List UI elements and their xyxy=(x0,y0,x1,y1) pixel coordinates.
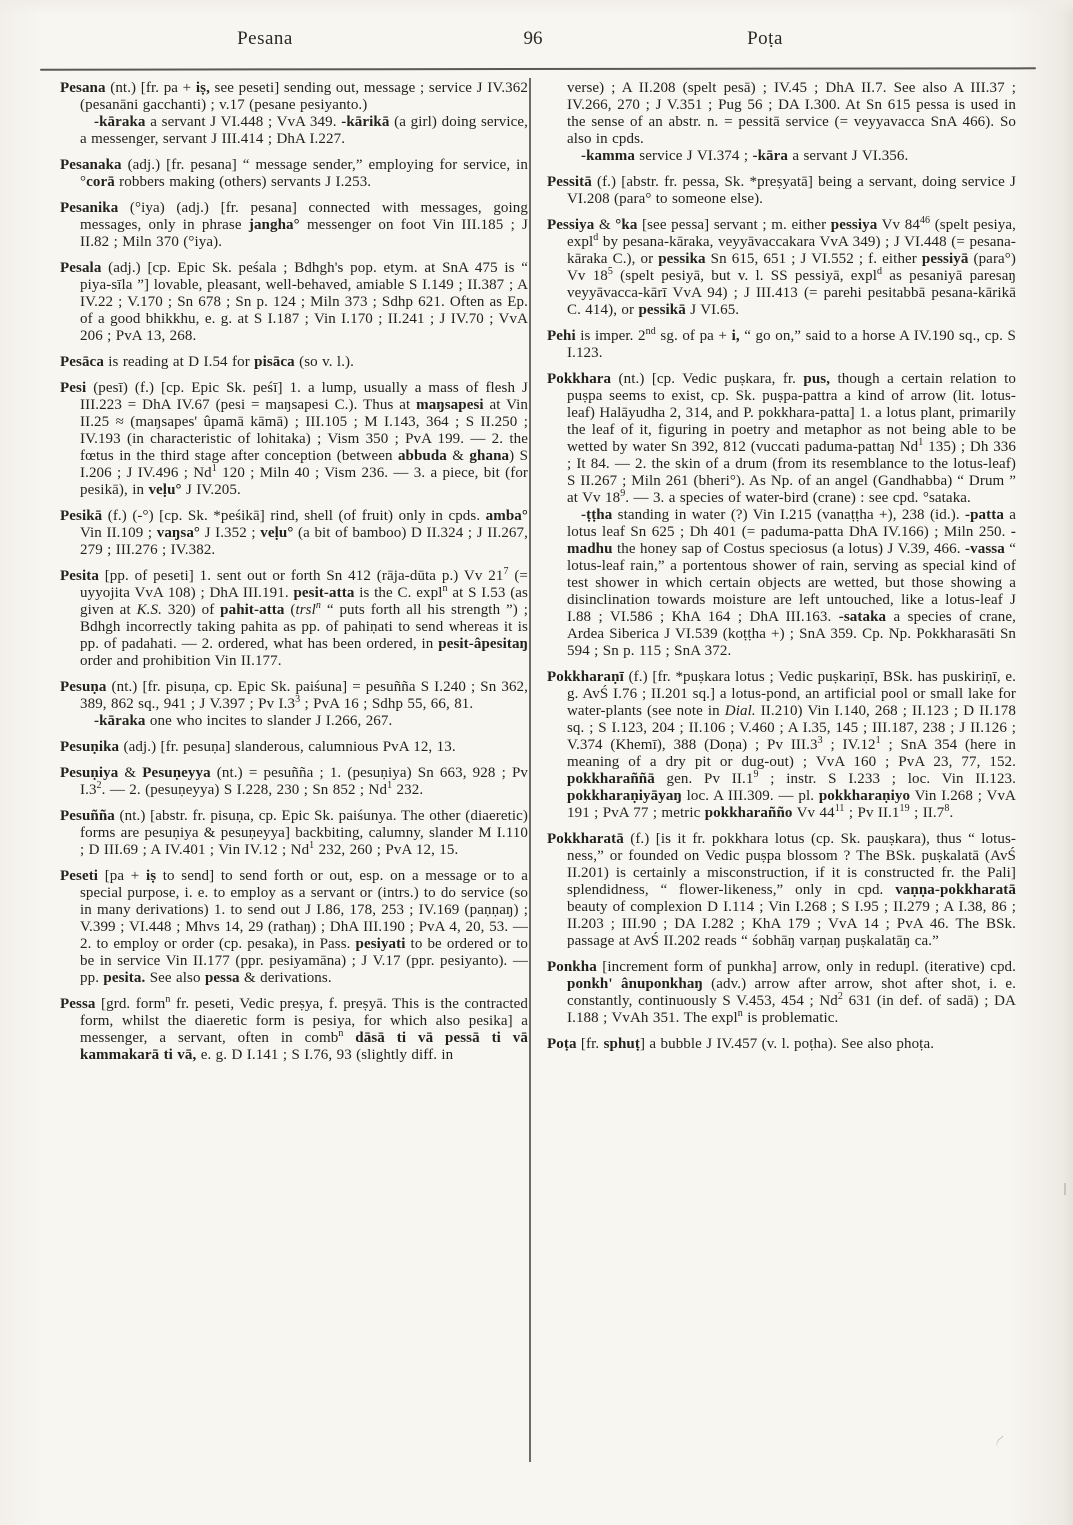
entry-text: by pesana-kāraka, veyyāvaccakara VvA 349) ; J VI.448 (= pesana-kāraka C.), or xyxy=(567,234,1016,267)
entry-text: as pesaniyā paresaŋ veyyāvacca-kārī VvA 94) ; J III.413 (= parehi pesitabbā pesana-kārikā C. 414), or xyxy=(567,268,1016,318)
entry-text: 120 ; Miln 40 ; Vism 236. — 3. a piece, bit (for pesikā), in xyxy=(80,465,529,498)
entry-text: sg. of pa + xyxy=(655,328,732,344)
bold-term: Pesala xyxy=(60,260,102,276)
entry-paragraph xyxy=(60,114,528,148)
entry-text: Vv 84 xyxy=(877,217,920,233)
entry-text: (para°) Vv 18 xyxy=(567,251,1016,284)
entry-paragraph xyxy=(547,148,1016,165)
dictionary-entry xyxy=(547,959,1016,1027)
entry-text: messenger on foot Vin III.185 ; J II.82 ; Miln 370 (°iya). xyxy=(80,217,528,250)
bold-term: i, xyxy=(731,328,740,344)
superscript-reference: 9 xyxy=(753,769,759,780)
bold-term: pus, xyxy=(803,371,831,387)
pencil-mark xyxy=(994,1435,1010,1451)
entry-text: a servant J VI.356. xyxy=(787,148,909,164)
entry-text: “ lotus-leaf rain,” a portentous shower of rain, serving as special kind of test shower in which certain objects are wetted, but those showing a disinclination towards moisture are left untouched, like a lotus-leaf J I.88 ; VI.586 ; KhA 164 ; DhA III.163. xyxy=(567,541,1017,625)
entry-text: (a bit of bamboo) D II.324 ; J II.267, 279 ; III.276 ; IV.382. xyxy=(80,525,528,558)
entry-text: ; Pv II.1 xyxy=(844,805,900,821)
entry-text: (adj.) [fr. pesana] “ message sender,” employing for service, in ° xyxy=(80,157,528,190)
entry-text: at S I.53 (as given at xyxy=(80,585,528,618)
entry-text: [increment form of punkha] arrow, only in redupl. (iterative) cpd. xyxy=(596,959,1016,975)
bold-term: Pessa xyxy=(60,996,96,1012)
bold-term: Pehi xyxy=(547,328,576,344)
bold-term: veḷu° xyxy=(260,525,294,541)
entry-text: ; SnA 354 (here in meaning of a dry pit or dug-out) ; VvA 160 ; PvA 23, 77, 152. xyxy=(567,737,1016,770)
bold-term: pokkharaṇiyo xyxy=(818,788,911,804)
entry-text: II.210) Vin I.140, 268 ; II.123 ; D II.178 sq. ; S I.123, 204 ; II.106 ; V.460 ; A I.35, 145 ; III.187, 238 ; J II.126 ; V.374 (Khemī), 388 (Doṇa) ; Pv III.3 xyxy=(567,703,1016,753)
entry-paragraph xyxy=(547,959,1016,1027)
entry-text: is imper. 2 xyxy=(575,328,646,344)
entry-paragraph xyxy=(60,80,528,114)
superscript-reference: n xyxy=(315,600,321,611)
entry-text: loc. A III.309. — pl. xyxy=(681,788,819,804)
italic-term: Dial. xyxy=(724,703,756,719)
entry-text: ; IV.12 xyxy=(822,737,876,753)
bold-term: pokkharaññā xyxy=(567,771,655,787)
guide-word-left: Pesana xyxy=(237,28,293,49)
bold-term: pisāca xyxy=(254,354,295,370)
bold-term: pokkharaṇiyāyaŋ xyxy=(567,788,682,804)
entry-text: one who incites to slander J I.266, 267. xyxy=(145,713,393,729)
bold-term: Ponkha xyxy=(547,959,597,975)
column-right xyxy=(547,80,1016,1062)
dictionary-entry xyxy=(547,371,1016,660)
bold-term: corā xyxy=(86,174,115,190)
entry-text: Vv 44 xyxy=(792,805,835,821)
entry-text: a lotus leaf Sn 625 ; Dh 401 (= paduma-patta DhA IV.166) ; Miln 250. xyxy=(567,507,1016,540)
entry-paragraph xyxy=(60,713,528,730)
entry-text: J IV.205. xyxy=(181,482,241,498)
superscript-reference: 19 xyxy=(899,803,910,814)
superscript-reference: 1 xyxy=(211,463,217,474)
dictionary-entry xyxy=(60,200,528,251)
bold-term: Pessitā xyxy=(547,174,592,190)
entry-text: J VI.65. xyxy=(685,302,740,318)
entry-paragraph xyxy=(547,80,1016,148)
dictionary-entry xyxy=(60,260,528,345)
bold-term: jangha° xyxy=(248,217,300,233)
dictionary-entry xyxy=(547,174,1016,208)
entry-paragraph xyxy=(547,174,1016,208)
superscript-reference: nd xyxy=(645,326,656,337)
bold-term: dāsā ti vā pessā ti vā kammakarā ti vā, xyxy=(80,1030,528,1063)
column-left xyxy=(60,80,528,1073)
bold-term: Pesāca xyxy=(60,354,104,370)
entry-text: (f.) [abstr. fr. pessa, Sk. *preṣyatā] being a servant, doing service J VI.208 (para° to someone else). xyxy=(567,174,1016,207)
entry-text: (nt.) [abstr. fr. pisuṇa, cp. Epic Sk. paiśunya. The other (diaeretic) forms are pesuṇiya & pesuṇeyya] backbiting, calumny, slander M I.110 ; D III.69 ; A IV.401 ; Vin IV.12 ; Nd xyxy=(80,808,528,858)
entry-paragraph xyxy=(60,568,528,670)
guide-word-right: Poṭa xyxy=(747,28,783,49)
superscript-reference: 2 xyxy=(96,780,102,791)
entry-text: & xyxy=(446,448,470,464)
entry-paragraph xyxy=(547,669,1016,822)
entry-text: at Vin II.25 ≈ (maŋsapes' ûpamā kāmā) ; III.105 ; M I.143, 364 ; S II.250 ; IV.193 (in characteristic of lohitaka) ; Vism 350 ; PvA 199. — 2. the fœtus in the third stage after conception (between xyxy=(80,397,528,464)
entry-text: 135) ; Dh 336 ; It 84. — 2. the skin of a drum (from its resemblance to the lotus-leaf) S II.267 ; Miln 261 (bheri°). As Np. of an angel (Gandhabba) “ Drum ” at Vv 18 xyxy=(567,439,1016,506)
entry-paragraph xyxy=(60,868,528,987)
bold-term: pessikā xyxy=(638,302,686,318)
header-rule xyxy=(40,67,1036,70)
running-header xyxy=(0,28,1073,58)
superscript-reference: 3 xyxy=(295,694,301,705)
entry-text: to send] to send forth or out, esp. on a message or to a special purpose, i. e. to employ as a servant or (intrs.) to do service (so in many derivations) 1. to send out J I.86, 178, 253 ; IV.169 (paṇṇaŋ) ; V.399 ; VI.448 ; Mhvs 14, 29 (rathaŋ) ; DhA III.190 ; PvA 4, 20, 53. — 2. to employ or order (cp. pesaka), in Pass. xyxy=(80,868,528,952)
entry-paragraph xyxy=(547,328,1016,362)
bold-term: -ṭṭha xyxy=(581,507,613,523)
entry-paragraph xyxy=(60,354,528,371)
entry-text: see peseti] sending out, message ; service J IV.362 (pesanāni gacchanti) ; v.17 (pesane pesiyanto.) xyxy=(80,80,528,113)
entry-paragraph xyxy=(547,507,1016,660)
bold-term: -madhu xyxy=(567,524,1016,557)
entry-text: [see pessa] servant ; m. either xyxy=(637,217,831,233)
entry-text: (nt.) [fr. pisuṇa, cp. Epic Sk. paiśuna] = pesuñña S I.240 ; Sn 362, 389, 862 sq., 941 ; J V.397 ; Pv I.3 xyxy=(80,679,528,712)
superscript-reference: n xyxy=(165,994,171,1005)
dictionary-entry xyxy=(60,808,528,859)
bold-term: Pesuṇiya xyxy=(60,765,119,781)
bold-term: ponkh' ânuponkhaŋ xyxy=(567,976,703,992)
dictionary-entry xyxy=(60,868,528,987)
entry-text: (adv.) arrow after arrow, shot after shot, i. e. constantly, continuously S V.453, 454 ; Nd xyxy=(567,976,1016,1009)
bold-term: sphuṭ xyxy=(603,1036,640,1052)
dictionary-entry xyxy=(60,996,528,1064)
bold-term: abbuda xyxy=(397,448,447,464)
entry-text: ] a bubble J IV.457 (v. l. poṭha). See also phoṭa. xyxy=(639,1036,935,1052)
bold-term: Pokkharaṇī xyxy=(547,669,624,685)
entry-text: ; II.7 xyxy=(909,805,945,821)
entry-text: robbers making (others) servants J I.253. xyxy=(114,174,372,190)
entry-text: (adj.) [cp. Epic Sk. peśala ; Bdhgh's pop. etym. at SnA 475 is “ piya-sīla ”] lovable, pleasant, well-behaved, amiable S I.149 ; II.387 ; A IV.22 ; V.170 ; Sn 678 ; Sn p. 124 ; Miln 373 ; Sdhp 621. Often as Ep. of a good bhikkhu, e. g. at S I.187 ; Vin I.170 ; II.241 ; J IV.70 ; VvA 206 ; PvA 13, 268. xyxy=(80,260,528,344)
bold-term: Pessiya xyxy=(547,217,595,233)
entry-text: ; instr. S I.233 ; loc. Vin II.123. xyxy=(758,771,1016,787)
superscript-reference: 1 xyxy=(387,780,393,791)
entry-text: Sn 615, 651 ; J VI.552 ; f. either xyxy=(705,251,922,267)
dictionary-entry xyxy=(60,354,528,371)
entry-text: 232, 260 ; PvA 12, 15. xyxy=(314,842,459,858)
bold-term: -kāra xyxy=(752,148,788,164)
entry-text: is problematic. xyxy=(742,1010,839,1026)
entry-text: (spelt pesiyā, but v. l. SS pessiyā, expl xyxy=(613,268,877,284)
entry-paragraph xyxy=(60,200,528,251)
dictionary-entry xyxy=(547,217,1016,319)
dictionary-entry xyxy=(60,568,528,670)
bold-term: veḷu° xyxy=(148,482,182,498)
superscript-reference: 1 xyxy=(875,735,881,746)
entry-text: [pa + xyxy=(98,868,146,884)
bold-term: pesit-âpesitaŋ xyxy=(438,636,528,652)
entry-text: “ puts forth all his strength ”) ; Bdhgh incorrectly taking pahita as pp. of pahiṇati to send whereas it is pp. of padahati. — 2. ordered, what has been ordered, in xyxy=(80,602,529,652)
superscript-reference: n xyxy=(338,1028,344,1039)
dictionary-entry xyxy=(60,765,528,799)
bold-term: -kāraka xyxy=(94,114,146,130)
entry-text: beauty of complexion D I.114 ; Vin I.268 ; S I.95 ; II.279 ; A I.38, 86 ; II.203 ; III.90 ; DA I.282 ; KhA 179 ; VvA 14 ; PvA 46. The BSk. passage at AvŚ II.202 reads “ śobhāŋ varṇaŋ puṣkalatāŋ ca.” xyxy=(567,899,1016,949)
entry-paragraph xyxy=(60,808,528,859)
bold-term: pessika xyxy=(658,251,706,267)
dictionary-entry xyxy=(547,80,1016,165)
bold-term: Pesi xyxy=(60,380,87,396)
bold-term: pokkharañño xyxy=(704,805,793,821)
bold-term: iṣ xyxy=(145,868,157,884)
entry-text: (a girl) doing service, a messenger, servant J III.414 ; DhA I.227. xyxy=(80,114,528,147)
bold-term: iṣ, xyxy=(195,80,210,96)
bold-term: Peseti xyxy=(60,868,99,884)
dictionary-entry xyxy=(60,679,528,730)
bold-term: Pesuñña xyxy=(60,808,115,824)
entry-text: [pp. of peseti] 1. sent out or forth Sn 412 (rāja-dūta p.) Vv 21 xyxy=(98,568,504,584)
entry-text: See also xyxy=(145,970,205,986)
entry-text: J I.352 ; xyxy=(200,525,261,541)
entry-paragraph xyxy=(60,380,528,499)
entry-text: (°iya) (adj.) [fr. pesana] connected with messages, going messages, only in phrase xyxy=(80,200,528,233)
dictionary-entry xyxy=(547,831,1016,950)
entry-text: order and prohibition Vin II.177. xyxy=(80,653,282,669)
entry-text: verse) ; A II.208 (spelt pesā) ; IV.45 ; DhA II.7. See also A III.37 ; IV.266, 270 ; J V.351 ; Pug 56 ; DA I.300. At Sn 615 pessa is used in the sense of an abstr. n. = pessitā service (= veyyavacca SnA 466). So also in cpds. xyxy=(567,80,1016,147)
bold-term: vaṇṇa-pokkharatā xyxy=(895,882,1016,898)
entry-text: the honey sap of Costus speciosus (a lotus) J V.39, 466. xyxy=(612,541,966,557)
bold-term: -vassa xyxy=(965,541,1005,557)
entry-text: (pesī) (f.) [cp. Epic Sk. peśī] 1. a lump, usually a mass of flesh J III.223 = DhA IV.67 (pesi = maŋsapesi C.). Thus at xyxy=(80,380,528,413)
entry-text: [fr. xyxy=(576,1036,604,1052)
entry-text: (nt.) [fr. pa + xyxy=(105,80,196,96)
entry-paragraph xyxy=(547,1036,1016,1053)
bold-term: Pesuṇeyya xyxy=(142,765,211,781)
bold-term: Pesanaka xyxy=(60,157,122,173)
entry-text: to be ordered or to be in service Vin II.177 (ppr. pesiyamāna) ; J V.17 (ppr. pesiyanto). — pp. xyxy=(80,936,528,986)
entry-text xyxy=(343,1030,355,1046)
superscript-reference: d xyxy=(876,266,883,277)
entry-text: ; PvA 16 ; Sdhp 55, 66, 81. xyxy=(300,696,474,712)
entry-text: service J VI.374 ; xyxy=(634,148,753,164)
entry-paragraph xyxy=(547,217,1016,319)
entry-text: a species of crane, Ardea Siberica J VI.539 (koṭṭha +) ; SnA 359. Cp. Np. Pokkharasāti Sn 594 ; Sn p. 115 ; SnA 372. xyxy=(567,609,1017,659)
dictionary-entry xyxy=(60,739,528,756)
bold-term: Pesuṇa xyxy=(60,679,107,695)
bold-term: Pokkhara xyxy=(547,371,612,387)
superscript-reference: 11 xyxy=(834,803,845,814)
entry-text: (adj.) [fr. pesuṇa] slanderous, calumnious PvA 12, 13. xyxy=(119,739,456,755)
bold-term: amba° xyxy=(485,508,528,524)
superscript-reference: n xyxy=(737,1008,743,1019)
entry-text: 320) of xyxy=(161,602,221,618)
entry-text: ( xyxy=(284,602,296,618)
entry-text: (nt.) [cp. Vedic puṣkara, fr. xyxy=(611,371,804,387)
bold-term: pesita. xyxy=(103,970,146,986)
superscript-reference: 1 xyxy=(918,437,924,448)
page-edge-mark xyxy=(1064,1183,1066,1195)
bold-term: Pesuṇika xyxy=(60,739,120,755)
bold-term: -sataka xyxy=(838,609,887,625)
entry-paragraph xyxy=(60,996,528,1064)
entry-text: (f.) (-°) [cp. Sk. *peśikā] rind, shell (of fruit) only in cpds. xyxy=(102,508,486,524)
entry-text: . — 2. (pesuṇeyya) S I.228, 230 ; Sn 852 ; Nd xyxy=(101,782,388,798)
bold-term: Pesikā xyxy=(60,508,103,524)
entry-text: (spelt pesiya, expl xyxy=(567,217,1016,250)
bold-term: Pesanika xyxy=(60,200,119,216)
entry-text: (= uyyojita VvA 108) ; DhA III.191. xyxy=(80,568,528,601)
superscript-reference: d xyxy=(593,232,599,243)
entry-text: & xyxy=(118,765,143,781)
bold-term: maŋsapesi xyxy=(416,397,484,413)
bold-term: -patta xyxy=(965,507,1004,523)
entry-text: Vin II.109 ; xyxy=(80,525,157,541)
bold-term: pesiyati xyxy=(355,936,406,952)
bold-term: Pesana xyxy=(60,80,106,96)
entry-text: fr. peseti, Vedic preṣya, f. preṣyā. This is the contracted form, whilst the diaeretic form is pesiya, for which also pesika] a messenger, a servant, often in comb xyxy=(80,996,528,1046)
bold-term: Pokkharatā xyxy=(547,831,624,847)
bold-term: vaŋsa° xyxy=(156,525,201,541)
superscript-reference: 2 xyxy=(837,991,843,1002)
entry-text: ) S I.206 ; J IV.496 ; Nd xyxy=(80,448,529,481)
entry-text: though a certain relation to puṣpa seems to exist, cp. Sk. puṣpa-pattra a kind of arrow (lit. lotus-leaf) Halāyudha 2, 314, and P. pokkhara-patta] 1. a lotus plant, primarily the leaf of it, figuring in poetry and metaphor as not being able to be wetted by water Sn 392, 812 (vuccati paduma-pattaŋ Nd xyxy=(567,371,1016,455)
bold-term: °ka xyxy=(615,217,638,233)
entry-text: 631 (in def. of sadā) ; DA I.188 ; VvAh 351. The expl xyxy=(567,993,1016,1026)
dictionary-entry xyxy=(547,328,1016,362)
dictionary-entry xyxy=(60,157,528,191)
bold-term: pessiyā xyxy=(921,251,969,267)
superscript-reference: 3 xyxy=(817,735,823,746)
dictionary-entry xyxy=(60,380,528,499)
entry-text: (f.) [fr. *puṣkara lotus ; Vedic puṣkariṇī, BSk. has puskiriṇī, e. g. AvŚ I.76 ; II.201 sq.] a lotus-pond, an artificial pool or small lake for water-plants (see note in xyxy=(567,669,1016,719)
entry-text: (nt.) = pesuñña ; 1. (pesuṇiya) Sn 663, 928 ; Pv I.3 xyxy=(80,765,529,798)
column-divider xyxy=(529,78,531,1462)
entry-text: a servant J VI.448 ; VvA 349. xyxy=(145,114,342,130)
entry-paragraph xyxy=(60,260,528,345)
entry-paragraph xyxy=(60,508,528,559)
entry-paragraph xyxy=(60,765,528,799)
bold-term: -kārikā xyxy=(341,114,390,130)
superscript-reference: 46 xyxy=(919,215,931,226)
italic-term: K.S. xyxy=(136,602,162,618)
superscript-reference: n xyxy=(442,583,448,594)
entry-text: (so v. l.). xyxy=(294,354,354,370)
entry-text: . — 3. a species of water-bird (crane) : see cpd. °sataka. xyxy=(625,490,971,506)
entry-paragraph xyxy=(547,831,1016,950)
bold-term: Poṭa xyxy=(547,1036,577,1052)
entry-text: [grd. form xyxy=(95,996,166,1012)
bold-term: pesit-atta xyxy=(293,585,355,601)
bold-term: pessiya xyxy=(830,217,878,233)
entry-text: standing in water (?) Vin I.215 (vanaṭṭha +), 238 (id.). xyxy=(612,507,965,523)
entry-paragraph xyxy=(60,679,528,713)
dictionary-entry xyxy=(547,1036,1016,1053)
bold-term: pahit-atta xyxy=(220,602,285,618)
dictionary-entry xyxy=(547,669,1016,822)
superscript-reference: 1 xyxy=(309,840,315,851)
entry-text: (f.) [is it fr. pokkhara lotus (cp. Sk. pauṣkara), thus “ lotus-ness,” or founded on Vedic puṣpa blossom ? The BSk. puṣkalatā (AvŚ II.201) is certainly a misconstruction, if it is constructed fr. the Pali] splendidness, “ flower-likeness,” only in cpd. xyxy=(567,831,1016,898)
entry-text: Vin I.268 ; VvA 191 ; PvA 77 ; metric xyxy=(567,788,1016,821)
entry-text: is reading at D I.54 for xyxy=(103,354,255,370)
entry-paragraph xyxy=(60,157,528,191)
bold-term: -kamma xyxy=(581,148,635,164)
superscript-reference: 8 xyxy=(944,803,950,814)
dictionary-entry xyxy=(60,80,528,148)
bold-term: ghana xyxy=(469,448,510,464)
entry-text: is the C. expl xyxy=(354,585,443,601)
entry-text: 232. xyxy=(392,782,424,798)
italic-term: trsl xyxy=(295,602,316,618)
bold-term: Pesita xyxy=(60,568,99,584)
superscript-reference: 5 xyxy=(607,266,614,277)
entry-text: “ go on,” said to a horse A IV.190 sq., cp. S I.123. xyxy=(567,328,1016,361)
bold-term: pessa xyxy=(204,970,240,986)
entry-text: . xyxy=(949,805,954,821)
superscript-reference: 7 xyxy=(503,566,509,577)
entry-paragraph xyxy=(60,739,528,756)
entry-paragraph xyxy=(547,371,1016,507)
entry-text: gen. Pv II.1 xyxy=(654,771,754,787)
page-number: 96 xyxy=(523,28,543,49)
entry-text: & derivations. xyxy=(239,970,332,986)
bold-term: -kāraka xyxy=(94,713,146,729)
dictionary-entry xyxy=(60,508,528,559)
superscript-reference: 9 xyxy=(620,488,626,499)
entry-text: e. g. D I.141 ; S I.76, 93 (slightly diff. in xyxy=(196,1047,454,1063)
entry-text: & xyxy=(594,217,616,233)
